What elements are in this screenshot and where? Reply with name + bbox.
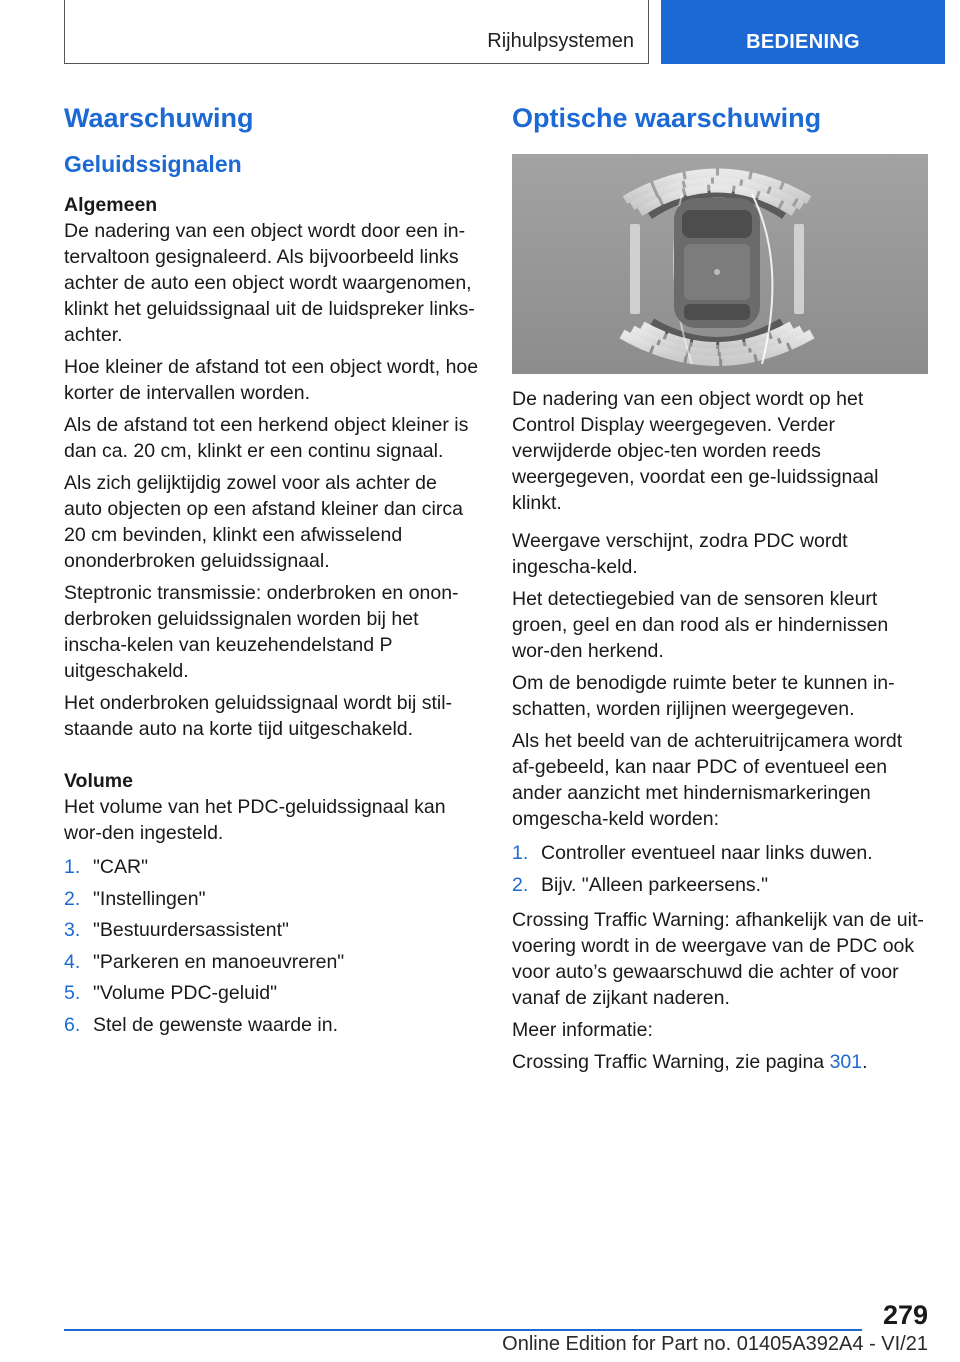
volume-heading: Volume xyxy=(64,770,133,792)
paragraph: De nadering van een object wordt door een in-tervaltoon gesignaleerd. Als bijvoorbeeld links achter de auto een object wordt waargenomen, klinkt het geluidssignaal uit de luidspreker links-achter. xyxy=(64,220,475,346)
paragraph: Hoe kleiner de afstand tot een object wordt, hoe korter de intervallen worden. xyxy=(64,356,479,404)
step-text: "Parkeren en manoeuvreren" xyxy=(93,950,345,973)
warning-title: Waarschuwing xyxy=(64,103,254,133)
cross-reference xyxy=(512,1049,928,1075)
footer-divider xyxy=(64,1329,862,1331)
list-item xyxy=(64,884,480,916)
paragraph: Om de benodigde ruimte beter te kunnen in-schatten, worden rijlijnen weergegeven. xyxy=(512,672,895,720)
list-item xyxy=(64,1010,480,1042)
car-icon xyxy=(674,198,760,328)
volume-steps-list xyxy=(64,852,480,1041)
paragraph: Als het beeld van de achteruitrijcamera wordt af-gebeeld, kan naar PDC of eventueel een ander aanzicht met hindernismarkeringen omgescha-keld worden: xyxy=(512,730,903,830)
paragraph: Crossing Traffic Warning: afhankelijk van de uit-voering wordt in de weergave van de PDC ook voor auto’s gewaarschuwd die achter of voor vanaf de zijkant naderen. xyxy=(512,909,924,1009)
step-text: "Bestuurdersassistent" xyxy=(93,919,289,941)
paragraph: Het detectiegebied van de sensoren kleurt groen, geel en dan rood als er hindernissen wor-den herkend. xyxy=(512,588,889,662)
paragraph: Het onderbroken geluidssignaal wordt bij stil-staande auto na korte tijd uitgeschakeld. xyxy=(64,692,453,740)
paragraph: De nadering van een object wordt op het Control Display weergegeven. Verder verwijderde objec-ten worden reeds weergegeven, voordat een ge-luidssignaal klinkt. xyxy=(512,388,879,514)
step-number: 2. xyxy=(64,887,81,910)
right-column xyxy=(512,96,928,1081)
step-number: 6. xyxy=(64,1013,81,1036)
step-number: 5. xyxy=(64,982,81,1004)
paragraph: Als de afstand tot een herkend object kleiner is dan ca. 20 cm, klinkt er een continu signaal. xyxy=(64,414,469,462)
header-section-title: Rijhulpsystemen xyxy=(487,30,634,52)
paragraph: Steptronic transmissie: onderbroken en onon-derbroken geluidssignalen worden bij het inscha-kelen van keuzehendelstand P uitgeschakeld. xyxy=(64,582,459,682)
step-number: 1. xyxy=(512,842,529,864)
header-chapter-tab: BEDIENING xyxy=(661,0,945,64)
page-link[interactable]: 301 xyxy=(829,1051,863,1073)
cross-reference-text: Crossing Traffic Warning, zie pagina xyxy=(512,1051,830,1073)
list-item xyxy=(64,947,480,979)
list-item xyxy=(64,978,480,1010)
step-text: "CAR" xyxy=(93,856,149,878)
general-heading: Algemeen xyxy=(64,194,158,216)
step-text: "Instellingen" xyxy=(93,887,206,910)
cross-reference-end: . xyxy=(862,1051,868,1073)
footer-edition: Online Edition for Part no. 01405A392A4 - VI/21 xyxy=(502,1333,928,1355)
step-text: "Volume PDC-geluid" xyxy=(93,982,278,1004)
list-item xyxy=(512,838,928,870)
list-item xyxy=(64,852,480,884)
step-number: 4. xyxy=(64,950,81,973)
step-text: Stel de gewenste waarde in. xyxy=(93,1013,338,1036)
volume-text: Het volume van het PDC-geluidssignaal kan wor-den ingesteld. xyxy=(64,796,446,844)
header-section-box xyxy=(64,0,649,64)
step-number: 1. xyxy=(64,856,81,878)
step-text: Controller eventueel naar links duwen. xyxy=(541,842,873,864)
list-item xyxy=(64,915,480,947)
pdc-display-image xyxy=(512,154,928,374)
step-text: Bijv. "Alleen parkeersens." xyxy=(541,873,769,896)
step-number: 3. xyxy=(64,919,81,941)
optical-warning-title: Optische waarschuwing xyxy=(512,103,822,133)
left-column xyxy=(64,96,480,1047)
sound-signals-subtitle: Geluidssignalen xyxy=(64,151,242,177)
step-number: 2. xyxy=(512,873,529,896)
page-number: 279 xyxy=(882,1300,928,1330)
paragraph: Als zich gelijktijdig zowel voor als achter de auto objecten op een afstand kleiner dan circa 20 cm bevinden, klinkt een afwisselend ononderbroken geluidssignaal. xyxy=(64,472,463,572)
paragraph: Meer informatie: xyxy=(512,1019,653,1041)
paragraph: Weergave verschijnt, zodra PDC wordt ingescha-keld. xyxy=(512,530,848,578)
list-item xyxy=(512,870,928,902)
display-steps-list xyxy=(512,838,928,901)
